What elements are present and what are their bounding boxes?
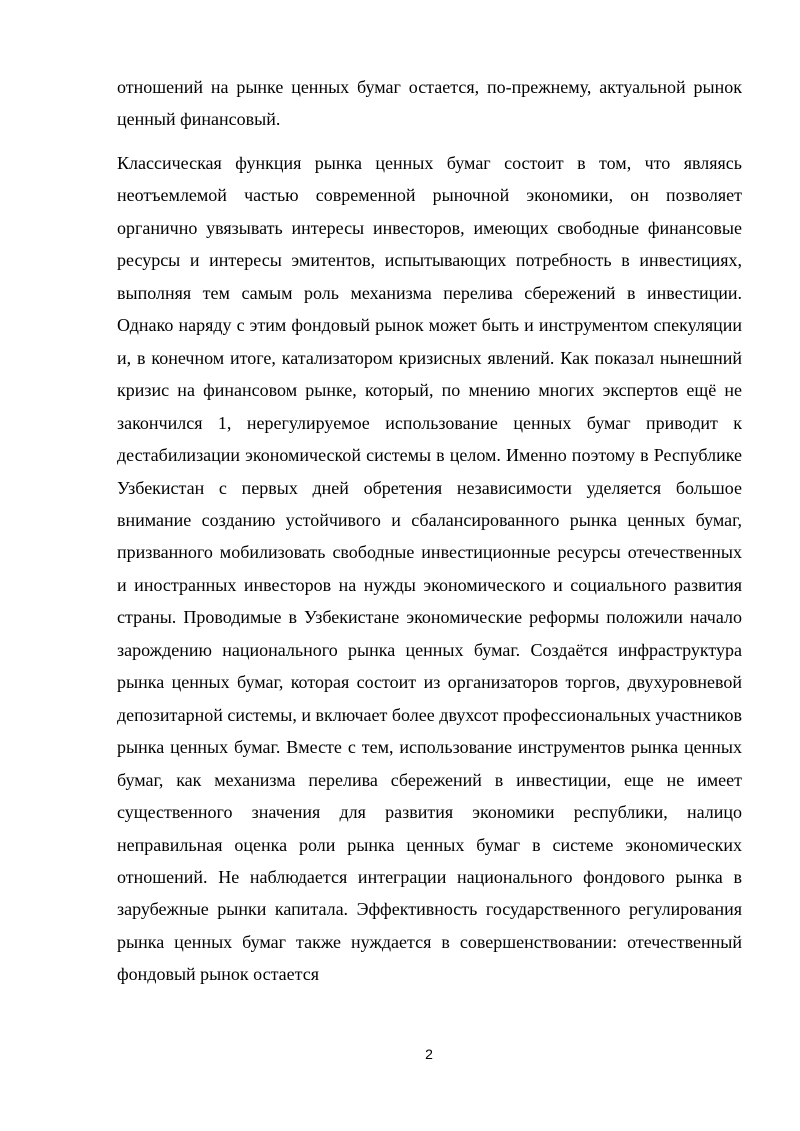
paragraph-continuation: отношений на рынке ценных бумаг остается, по-прежнему, актуальной рынок ценный финансовый. bbox=[117, 77, 742, 130]
paragraph-main: Классическая функция рынка ценных бумаг состоит в том, что являясь неотъемлемой частью современной рыночной экономики, он позволяет органично увязывать интересы инвесторов, имеющих свободные финансовые ресурсы и интересы эмитентов, испытывающих потребность в инвестициях, выполняя тем самым роль механизма перелива сбережений в инвестиции. Однако наряду с этим фондовый рынок может быть и инструментом спекуляции и, в конечном итоге, катализатором кризисных явлений. Как показал нынешний кризис на финансовом рынке, который, по мнению многих экспертов ещё не закончился 1, нерегулируемое использование ценных бумаг приводит к дестабилизации экономической системы в целом. Именно поэтому в Республике Узбекистан с первых дней обретения независимости уделяется большое внимание созданию устойчивого и сбалансированного рынка ценных бумаг, призванного мобилизовать свободные инвестиционные ресурсы отечественных и иностранных инвесторов на нужды экономического и социального развития страны. Проводимые в Узбекистане экономические реформы положили начало зарождению национального рынка ценных бумаг. Создаётся инфраструктура рынка ценных бумаг, которая состоит из организаторов торгов, двухуровневой депозитарной системы, и включает более двухсот профессиональных участников рынка ценных бумаг. Вместе с тем, использование инструментов рынка ценных бумаг, как механизма перелива сбережений в инвестиции, еще не имеет существенного значения для развития экономики республики, налицо неправильная оценка роли рынка ценных бумаг в системе экономических отношений. Не наблюдается интеграции национального фондового рынка в зарубежные рынки капитала. Эффективность государственного регулирования рынка ценных бумаг также нуждается в совершенствовании: отечественный фондовый рынок остается bbox=[117, 153, 742, 985]
page-number: 2 bbox=[425, 1046, 433, 1062]
